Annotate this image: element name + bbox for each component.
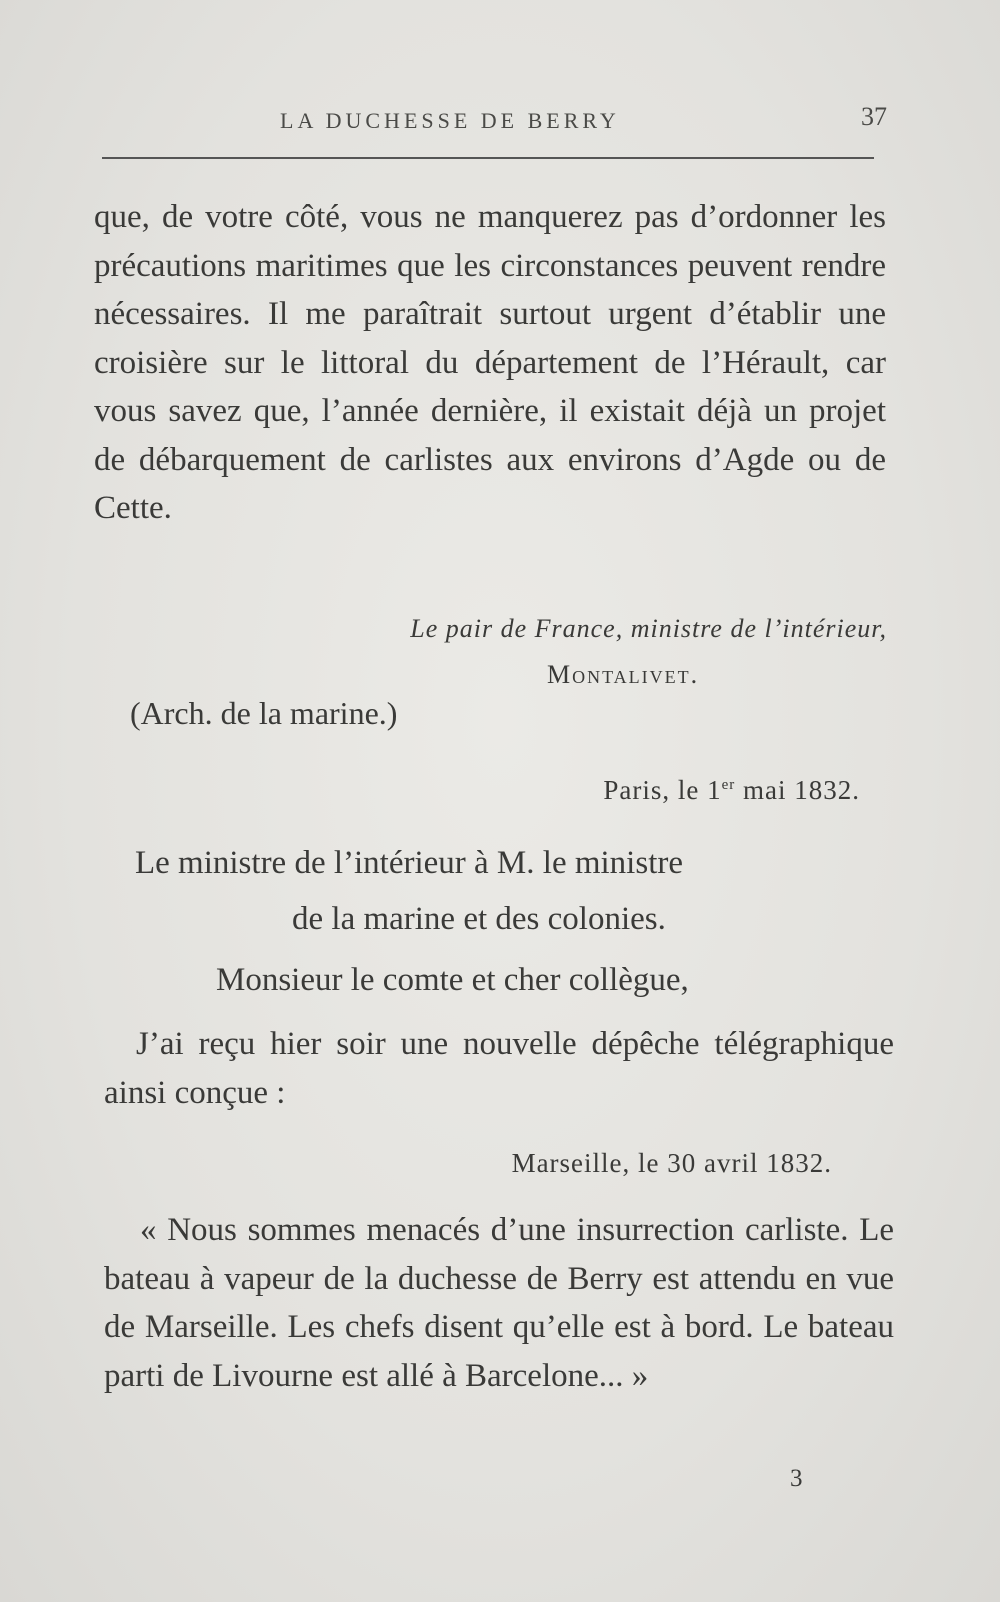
dateline-paris-sup: er (721, 777, 736, 793)
salutation: Monsieur le comte et cher collègue, (216, 962, 689, 998)
signature-name: Montalivet. (547, 660, 700, 689)
paragraph-3: « Nous sommes menacés d’une insurrection carliste. Le bateau à vapeur de la duchesse de Berry est attendu en vue de Marseille. Les chefs disent qu’elle est à bord. Le bateau parti de Livourne est allé à Barcelone... » (104, 1212, 894, 1394)
address-line-1: Le ministre de l’intérieur à M. le ministre (135, 845, 683, 881)
signature-title: Le pair de France, ministre de l’intérieur, (410, 614, 887, 643)
dateline-paris-place: Paris, le 1 (603, 775, 722, 805)
page-number: 37 (861, 102, 887, 131)
running-head: LA DUCHESSE DE BERRY (280, 108, 620, 133)
paragraph-1: que, de votre côté, vous ne manquerez pas d’ordonner les précautions maritimes que les circonstances peuvent rendre nécessaires. Il me paraîtrait surtout urgent d’établir une croisière sur le littoral du département de l’Hérault, car vous savez que, l’année dernière, il existait déjà un projet de débarquement de carlistes aux environs d’Agde ou de Cette. (94, 199, 886, 526)
dateline-paris-rest: mai 1832. (735, 775, 860, 805)
dateline-marseille: Marseille, le 30 avril 1832. (511, 1148, 832, 1178)
signature-mark: 3 (790, 1465, 803, 1492)
address-line-2: de la marine et des colonies. (292, 901, 666, 937)
dateline-paris (603, 775, 860, 806)
header-rule (102, 157, 874, 159)
paragraph-2: J’ai reçu hier soir une nouvelle dépêche télégraphique ainsi conçue : (104, 1026, 894, 1111)
archive-source: (Arch. de la marine.) (130, 695, 398, 731)
